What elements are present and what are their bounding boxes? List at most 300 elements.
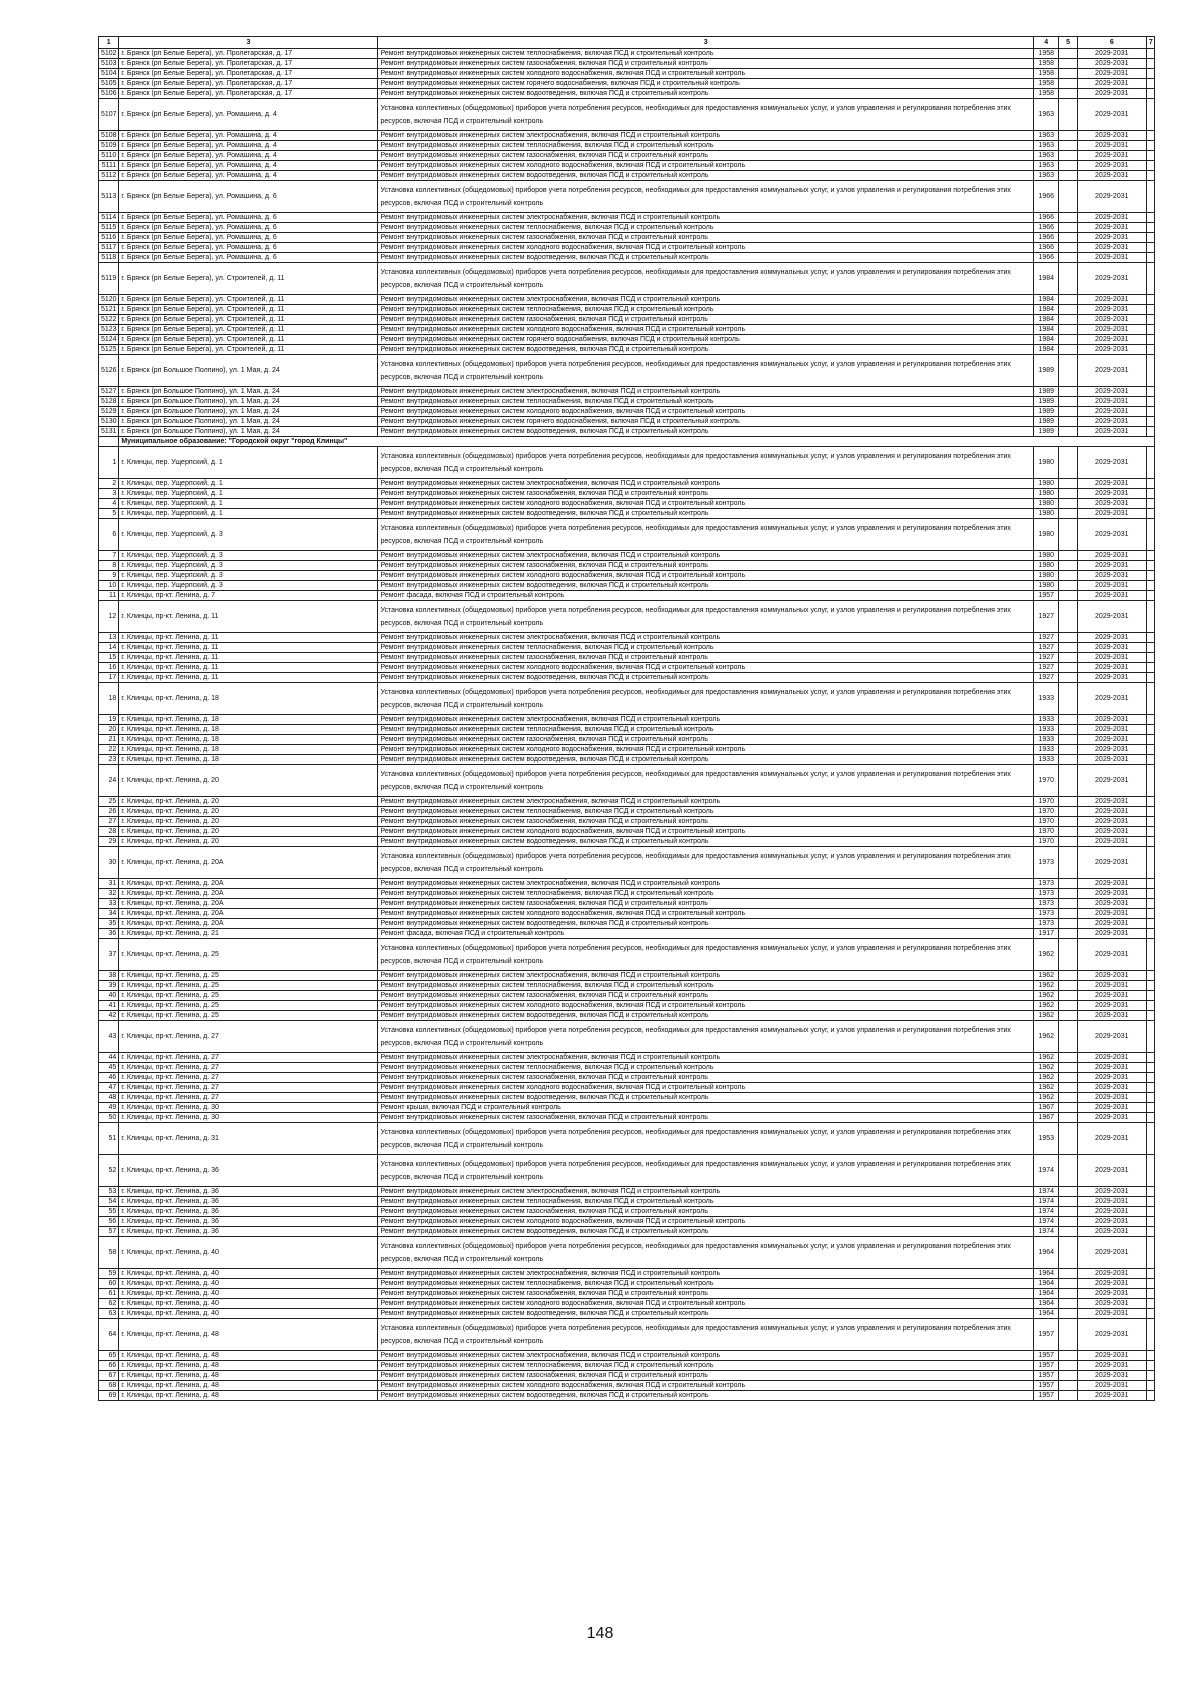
- row-col5: [1059, 447, 1077, 479]
- row-work-type: Ремонт внутридомовых инженерных систем водоотведения, включая ПСД и строительный контроль: [378, 1011, 1034, 1021]
- row-year: 1962: [1034, 939, 1059, 971]
- row-period: 2029-2031: [1077, 633, 1146, 643]
- row-col7: [1146, 305, 1154, 315]
- row-address: г. Клинцы, пр-кт. Ленина, д. 40: [119, 1309, 378, 1319]
- table-row: [99, 49, 1155, 59]
- row-col7: [1146, 59, 1154, 69]
- row-col5: [1059, 1391, 1077, 1401]
- row-address: г. Брянск (рп Большое Полпино), ул. 1 Мая, д. 24: [119, 387, 378, 397]
- row-period: 2029-2031: [1077, 1063, 1146, 1073]
- row-col7: [1146, 151, 1154, 161]
- row-work-type: Ремонт внутридомовых инженерных систем холодного водоснабжения, включая ПСД и строительный контроль: [378, 407, 1034, 417]
- row-col7: [1146, 929, 1154, 939]
- table-row: [99, 509, 1155, 519]
- row-period: 2029-2031: [1077, 479, 1146, 489]
- row-period: 2029-2031: [1077, 489, 1146, 499]
- row-number: 5117: [99, 243, 119, 253]
- row-work-type: Ремонт фасада, включая ПСД и строительный контроль: [378, 929, 1034, 939]
- row-col5: [1059, 69, 1077, 79]
- table-row: [99, 1113, 1155, 1123]
- row-number: 65: [99, 1351, 119, 1361]
- row-period: 2029-2031: [1077, 1371, 1146, 1381]
- row-col7: [1146, 653, 1154, 663]
- table-row: [99, 233, 1155, 243]
- row-col5: [1059, 765, 1077, 797]
- row-address: г. Клинцы, пер. Ущерпский, д. 3: [119, 551, 378, 561]
- row-period: 2029-2031: [1077, 827, 1146, 837]
- row-number: 48: [99, 1093, 119, 1103]
- row-work-type: Ремонт внутридомовых инженерных систем холодного водоснабжения, включая ПСД и строительный контроль: [378, 663, 1034, 673]
- row-col5: [1059, 1083, 1077, 1093]
- row-number: 43: [99, 1021, 119, 1053]
- row-period: 2029-2031: [1077, 417, 1146, 427]
- row-number: 5124: [99, 335, 119, 345]
- row-col7: [1146, 673, 1154, 683]
- row-col7: [1146, 551, 1154, 561]
- row-work-type: Установка коллективных (общедомовых) приборов учета потребления ресурсов, необходимых для предоставления коммунальных услуг, и узлов управления и регулирования потребления этих ресурсов, включая ПСД и строительный контроль: [378, 1021, 1034, 1053]
- row-col5: [1059, 417, 1077, 427]
- row-work-type: Ремонт внутридомовых инженерных систем электроснабжения, включая ПСД и строительный контроль: [378, 1187, 1034, 1197]
- row-work-type: Установка коллективных (общедомовых) приборов учета потребления ресурсов, необходимых для предоставления коммунальных услуг, и узлов управления и регулирования потребления этих ресурсов, включая ПСД и строительный контроль: [378, 355, 1034, 387]
- row-col7: [1146, 1011, 1154, 1021]
- row-address: г. Клинцы, пер. Ущерпский, д. 1: [119, 499, 378, 509]
- row-work-type: Ремонт внутридомовых инженерных систем электроснабжения, включая ПСД и строительный контроль: [378, 1351, 1034, 1361]
- row-year: 1927: [1034, 643, 1059, 653]
- row-work-type: Ремонт внутридомовых инженерных систем холодного водоснабжения, включая ПСД и строительный контроль: [378, 827, 1034, 837]
- row-period: 2029-2031: [1077, 1237, 1146, 1269]
- row-col7: [1146, 1269, 1154, 1279]
- row-col7: [1146, 1217, 1154, 1227]
- row-number: 52: [99, 1155, 119, 1187]
- row-number: 36: [99, 929, 119, 939]
- row-address: г. Клинцы, пр-кт. Ленина, д. 20: [119, 817, 378, 827]
- row-work-type: Ремонт внутридомовых инженерных систем водоотведения, включая ПСД и строительный контроль: [378, 673, 1034, 683]
- table-row: [99, 141, 1155, 151]
- table-row: [99, 663, 1155, 673]
- row-address: г. Клинцы, пер. Ущерпский, д. 3: [119, 519, 378, 551]
- row-col7: [1146, 1187, 1154, 1197]
- row-period: 2029-2031: [1077, 1155, 1146, 1187]
- row-col7: [1146, 981, 1154, 991]
- row-year: 1963: [1034, 171, 1059, 181]
- row-year: 1970: [1034, 807, 1059, 817]
- table-row: [99, 1021, 1155, 1053]
- row-work-type: Установка коллективных (общедомовых) приборов учета потребления ресурсов, необходимых для предоставления коммунальных услуг, и узлов управления и регулирования потребления этих ресурсов, включая ПСД и строительный контроль: [378, 519, 1034, 551]
- row-work-type: Ремонт внутридомовых инженерных систем водоотведения, включая ПСД и строительный контроль: [378, 1093, 1034, 1103]
- row-col5: [1059, 253, 1077, 263]
- row-address: г. Клинцы, пр-кт. Ленина, д. 18: [119, 715, 378, 725]
- row-year: 1967: [1034, 1103, 1059, 1113]
- row-number: 20: [99, 725, 119, 735]
- row-number: 5128: [99, 397, 119, 407]
- row-address: г. Клинцы, пр-кт. Ленина, д. 25: [119, 991, 378, 1001]
- row-col5: [1059, 171, 1077, 181]
- row-col5: [1059, 1351, 1077, 1361]
- row-period: 2029-2031: [1077, 355, 1146, 387]
- row-year: 1964: [1034, 1309, 1059, 1319]
- row-address: г. Клинцы, пр-кт. Ленина, д. 48: [119, 1391, 378, 1401]
- row-col7: [1146, 499, 1154, 509]
- row-col7: [1146, 991, 1154, 1001]
- row-year: 1927: [1034, 633, 1059, 643]
- row-col5: [1059, 919, 1077, 929]
- row-work-type: Ремонт внутридомовых инженерных систем газоснабжения, включая ПСД и строительный контроль: [378, 653, 1034, 663]
- row-work-type: Ремонт внутридомовых инженерных систем электроснабжения, включая ПСД и строительный контроль: [378, 551, 1034, 561]
- row-col7: [1146, 847, 1154, 879]
- table-row: [99, 1227, 1155, 1237]
- row-number: 26: [99, 807, 119, 817]
- row-period: 2029-2031: [1077, 1351, 1146, 1361]
- row-period: 2029-2031: [1077, 551, 1146, 561]
- row-year: 1962: [1034, 1073, 1059, 1083]
- row-year: 1958: [1034, 59, 1059, 69]
- row-work-type: Установка коллективных (общедомовых) приборов учета потребления ресурсов, необходимых для предоставления коммунальных услуг, и узлов управления и регулирования потребления этих ресурсов, включая ПСД и строительный контроль: [378, 263, 1034, 295]
- row-address: г. Клинцы, пр-кт. Ленина, д. 20А: [119, 879, 378, 889]
- row-year: 1957: [1034, 1381, 1059, 1391]
- row-work-type: Ремонт внутридомовых инженерных систем горячего водоснабжения, включая ПСД и строительный контроль: [378, 417, 1034, 427]
- row-col7: [1146, 1113, 1154, 1123]
- row-address: г. Брянск (рп Белые Берега), ул. Пролетарская, д. 17: [119, 79, 378, 89]
- row-work-type: Ремонт внутридомовых инженерных систем электроснабжения, включая ПСД и строительный контроль: [378, 387, 1034, 397]
- row-year: 1966: [1034, 223, 1059, 233]
- row-address: г. Клинцы, пр-кт. Ленина, д. 36: [119, 1227, 378, 1237]
- row-period: 2029-2031: [1077, 1083, 1146, 1093]
- row-year: 1984: [1034, 315, 1059, 325]
- row-period: 2029-2031: [1077, 1217, 1146, 1227]
- row-number: 8: [99, 561, 119, 571]
- row-period: 2029-2031: [1077, 263, 1146, 295]
- table-row: [99, 1319, 1155, 1351]
- row-work-type: Ремонт внутридомовых инженерных систем водоотведения, включая ПСД и строительный контроль: [378, 509, 1034, 519]
- row-year: 1957: [1034, 1371, 1059, 1381]
- row-number: 18: [99, 683, 119, 715]
- row-address: г. Брянск (рп Большое Полпино), ул. 1 Мая, д. 24: [119, 397, 378, 407]
- row-year: 1957: [1034, 591, 1059, 601]
- row-period: 2029-2031: [1077, 715, 1146, 725]
- row-work-type: Ремонт внутридомовых инженерных систем газоснабжения, включая ПСД и строительный контроль: [378, 1073, 1034, 1083]
- row-number: 42: [99, 1011, 119, 1021]
- row-address: г. Клинцы, пр-кт. Ленина, д. 48: [119, 1361, 378, 1371]
- row-col7: [1146, 745, 1154, 755]
- row-period: 2029-2031: [1077, 899, 1146, 909]
- row-year: 1964: [1034, 1269, 1059, 1279]
- row-number: 61: [99, 1289, 119, 1299]
- row-work-type: Установка коллективных (общедомовых) приборов учета потребления ресурсов, необходимых для предоставления коммунальных услуг, и узлов управления и регулирования потребления этих ресурсов, включая ПСД и строительный контроль: [378, 99, 1034, 131]
- row-number: 25: [99, 797, 119, 807]
- row-address: г. Клинцы, пр-кт. Ленина, д. 11: [119, 653, 378, 663]
- row-col7: [1146, 735, 1154, 745]
- row-number: 55: [99, 1207, 119, 1217]
- row-work-type: Ремонт внутридомовых инженерных систем газоснабжения, включая ПСД и строительный контроль: [378, 1371, 1034, 1381]
- row-col5: [1059, 1227, 1077, 1237]
- row-col5: [1059, 79, 1077, 89]
- table-row: [99, 213, 1155, 223]
- row-year: 1962: [1034, 991, 1059, 1001]
- row-col5: [1059, 1319, 1077, 1351]
- row-year: 1980: [1034, 509, 1059, 519]
- row-col7: [1146, 489, 1154, 499]
- row-col7: [1146, 1063, 1154, 1073]
- table-row: [99, 89, 1155, 99]
- row-work-type: Ремонт внутридомовых инженерных систем водоотведения, включая ПСД и строительный контроль: [378, 171, 1034, 181]
- row-col5: [1059, 807, 1077, 817]
- row-number: 15: [99, 653, 119, 663]
- row-col5: [1059, 233, 1077, 243]
- row-address: г. Брянск (рп Белые Берега), ул. Ромашина, д. 6: [119, 253, 378, 263]
- row-work-type: Ремонт внутридомовых инженерных систем газоснабжения, включая ПСД и строительный контроль: [378, 735, 1034, 745]
- row-col7: [1146, 797, 1154, 807]
- row-number: 5115: [99, 223, 119, 233]
- table-row: [99, 1279, 1155, 1289]
- row-col5: [1059, 59, 1077, 69]
- row-col5: [1059, 325, 1077, 335]
- row-col7: [1146, 1391, 1154, 1401]
- table-row: [99, 447, 1155, 479]
- row-col5: [1059, 797, 1077, 807]
- row-period: 2029-2031: [1077, 447, 1146, 479]
- row-address: г. Клинцы, пр-кт. Ленина, д. 11: [119, 673, 378, 683]
- table-row: [99, 345, 1155, 355]
- row-year: 1973: [1034, 879, 1059, 889]
- table-row: [99, 1093, 1155, 1103]
- row-number: 50: [99, 1113, 119, 1123]
- header-cell: 7: [1146, 37, 1154, 49]
- row-col5: [1059, 151, 1077, 161]
- row-number: 69: [99, 1391, 119, 1401]
- row-col7: [1146, 335, 1154, 345]
- row-col7: [1146, 1227, 1154, 1237]
- row-address: г. Брянск (рп Белые Берега), ул. Строителей, д. 11: [119, 325, 378, 335]
- table-row: [99, 673, 1155, 683]
- row-address: г. Брянск (рп Белые Берега), ул. Строителей, д. 11: [119, 345, 378, 355]
- row-col7: [1146, 633, 1154, 643]
- row-col5: [1059, 407, 1077, 417]
- row-year: 1966: [1034, 181, 1059, 213]
- row-number: 5102: [99, 49, 119, 59]
- row-col7: [1146, 581, 1154, 591]
- row-col7: [1146, 49, 1154, 59]
- row-col5: [1059, 643, 1077, 653]
- row-year: 1966: [1034, 243, 1059, 253]
- row-year: 1962: [1034, 1001, 1059, 1011]
- row-address: г. Клинцы, пр-кт. Ленина, д. 36: [119, 1207, 378, 1217]
- row-year: 1970: [1034, 817, 1059, 827]
- row-col7: [1146, 1103, 1154, 1113]
- row-work-type: Ремонт внутридомовых инженерных систем горячего водоснабжения, включая ПСД и строительный контроль: [378, 335, 1034, 345]
- row-work-type: Ремонт внутридомовых инженерных систем электроснабжения, включая ПСД и строительный контроль: [378, 213, 1034, 223]
- row-number: 5109: [99, 141, 119, 151]
- table-row: [99, 889, 1155, 899]
- row-col7: [1146, 879, 1154, 889]
- row-year: 1962: [1034, 971, 1059, 981]
- row-col7: [1146, 715, 1154, 725]
- row-address: г. Клинцы, пр-кт. Ленина, д. 20А: [119, 919, 378, 929]
- row-address: г. Клинцы, пр-кт. Ленина, д. 20: [119, 765, 378, 797]
- row-col7: [1146, 1361, 1154, 1371]
- row-work-type: Установка коллективных (общедомовых) приборов учета потребления ресурсов, необходимых для предоставления коммунальных услуг, и узлов управления и регулирования потребления этих ресурсов, включая ПСД и строительный контроль: [378, 847, 1034, 879]
- row-address: г. Клинцы, пр-кт. Ленина, д. 11: [119, 601, 378, 633]
- row-year: 1927: [1034, 653, 1059, 663]
- row-address: г. Клинцы, пер. Ущерпский, д. 3: [119, 571, 378, 581]
- row-work-type: Ремонт фасада, включая ПСД и строительный контроль: [378, 591, 1034, 601]
- table-row: [99, 591, 1155, 601]
- row-col5: [1059, 131, 1077, 141]
- row-period: 2029-2031: [1077, 213, 1146, 223]
- table-row: [99, 305, 1155, 315]
- row-col5: [1059, 1187, 1077, 1197]
- row-col7: [1146, 889, 1154, 899]
- row-col7: [1146, 899, 1154, 909]
- row-address: г. Брянск (рп Белые Берега), ул. Ромашина, д. 6: [119, 243, 378, 253]
- row-address: г. Брянск (рп Белые Берега), ул. Пролетарская, д. 17: [119, 89, 378, 99]
- row-number: 28: [99, 827, 119, 837]
- row-col5: [1059, 1021, 1077, 1053]
- row-col5: [1059, 223, 1077, 233]
- row-col5: [1059, 1063, 1077, 1073]
- row-address: г. Брянск (рп Белые Берега), ул. Строителей, д. 11: [119, 295, 378, 305]
- row-address: г. Брянск (рп Белые Берега), ул. Ромашина, д. 6: [119, 223, 378, 233]
- table-row: [99, 1391, 1155, 1401]
- row-col5: [1059, 929, 1077, 939]
- row-period: 2029-2031: [1077, 171, 1146, 181]
- table-row: [99, 489, 1155, 499]
- row-number: 35: [99, 919, 119, 929]
- row-col7: [1146, 1021, 1154, 1053]
- row-period: 2029-2031: [1077, 295, 1146, 305]
- row-number: 17: [99, 673, 119, 683]
- row-number: 58: [99, 1237, 119, 1269]
- row-work-type: Ремонт крыши, включая ПСД и строительный контроль: [378, 1103, 1034, 1113]
- row-col5: [1059, 345, 1077, 355]
- row-period: 2029-2031: [1077, 797, 1146, 807]
- row-work-type: Установка коллективных (общедомовых) приборов учета потребления ресурсов, необходимых для предоставления коммунальных услуг, и узлов управления и регулирования потребления этих ресурсов, включая ПСД и строительный контроль: [378, 683, 1034, 715]
- row-work-type: Ремонт внутридомовых инженерных систем электроснабжения, включая ПСД и строительный контроль: [378, 1269, 1034, 1279]
- row-number: 31: [99, 879, 119, 889]
- row-number: 5123: [99, 325, 119, 335]
- row-col7: [1146, 683, 1154, 715]
- row-number: 30: [99, 847, 119, 879]
- row-work-type: Установка коллективных (общедомовых) приборов учета потребления ресурсов, необходимых для предоставления коммунальных услуг, и узлов управления и регулирования потребления этих ресурсов, включая ПСД и строительный контроль: [378, 181, 1034, 213]
- row-year: 1980: [1034, 561, 1059, 571]
- row-address: г. Клинцы, пр-кт. Ленина, д. 25: [119, 1001, 378, 1011]
- table-row: [99, 407, 1155, 417]
- row-year: 1957: [1034, 1361, 1059, 1371]
- row-col5: [1059, 181, 1077, 213]
- table-row: [99, 1063, 1155, 1073]
- row-number: 33: [99, 899, 119, 909]
- row-address: г. Брянск (рп Большое Полпино), ул. 1 Мая, д. 24: [119, 417, 378, 427]
- row-number: 9: [99, 571, 119, 581]
- row-year: 1957: [1034, 1391, 1059, 1401]
- row-col7: [1146, 1093, 1154, 1103]
- table-row: [99, 295, 1155, 305]
- row-col7: [1146, 1309, 1154, 1319]
- table-row: [99, 1083, 1155, 1093]
- table-row: [99, 59, 1155, 69]
- row-year: 1970: [1034, 837, 1059, 847]
- row-period: 2029-2031: [1077, 683, 1146, 715]
- table-row: [99, 561, 1155, 571]
- row-number: 3: [99, 489, 119, 499]
- row-year: 1967: [1034, 1113, 1059, 1123]
- row-work-type: Ремонт внутридомовых инженерных систем водоотведения, включая ПСД и строительный контроль: [378, 837, 1034, 847]
- row-period: 2029-2031: [1077, 1381, 1146, 1391]
- row-period: 2029-2031: [1077, 889, 1146, 899]
- row-period: 2029-2031: [1077, 233, 1146, 243]
- row-year: 1973: [1034, 899, 1059, 909]
- row-address: г. Клинцы, пр-кт. Ленина, д. 7: [119, 591, 378, 601]
- row-address: г. Клинцы, пр-кт. Ленина, д. 18: [119, 683, 378, 715]
- row-col7: [1146, 407, 1154, 417]
- row-number: 5108: [99, 131, 119, 141]
- row-work-type: Ремонт внутридомовых инженерных систем холодного водоснабжения, включая ПСД и строительный контроль: [378, 909, 1034, 919]
- table-row: [99, 971, 1155, 981]
- row-year: 1957: [1034, 1319, 1059, 1351]
- row-col7: [1146, 171, 1154, 181]
- row-year: 1962: [1034, 1053, 1059, 1063]
- row-number: 5126: [99, 355, 119, 387]
- table-row: [99, 427, 1155, 437]
- row-col5: [1059, 397, 1077, 407]
- row-address: г. Клинцы, пр-кт. Ленина, д. 40: [119, 1269, 378, 1279]
- row-year: 1927: [1034, 601, 1059, 633]
- row-col5: [1059, 1207, 1077, 1217]
- row-year: 1984: [1034, 325, 1059, 335]
- row-number: 5103: [99, 59, 119, 69]
- row-col5: [1059, 981, 1077, 991]
- row-col7: [1146, 79, 1154, 89]
- row-year: 1963: [1034, 99, 1059, 131]
- table-row: [99, 991, 1155, 1001]
- row-number: 62: [99, 1299, 119, 1309]
- row-number: 60: [99, 1279, 119, 1289]
- row-number: 11: [99, 591, 119, 601]
- row-number: 32: [99, 889, 119, 899]
- row-work-type: Ремонт внутридомовых инженерных систем теплоснабжения, включая ПСД и строительный контроль: [378, 643, 1034, 653]
- row-col5: [1059, 479, 1077, 489]
- row-work-type: Ремонт внутридомовых инженерных систем водоотведения, включая ПСД и строительный контроль: [378, 345, 1034, 355]
- table-row: [99, 1299, 1155, 1309]
- row-work-type: Ремонт внутридомовых инженерных систем теплоснабжения, включая ПСД и строительный контроль: [378, 1063, 1034, 1073]
- row-col7: [1146, 223, 1154, 233]
- row-col7: [1146, 263, 1154, 295]
- table-row: [99, 99, 1155, 131]
- table-row: [99, 335, 1155, 345]
- row-col5: [1059, 355, 1077, 387]
- row-col5: [1059, 1103, 1077, 1113]
- row-col7: [1146, 939, 1154, 971]
- table-row: [99, 1289, 1155, 1299]
- row-address: г. Клинцы, пр-кт. Ленина, д. 20: [119, 797, 378, 807]
- row-period: 2029-2031: [1077, 387, 1146, 397]
- row-period: 2029-2031: [1077, 991, 1146, 1001]
- row-address: г. Клинцы, пр-кт. Ленина, д. 40: [119, 1237, 378, 1269]
- row-year: 1927: [1034, 673, 1059, 683]
- row-number: 54: [99, 1197, 119, 1207]
- row-address: г. Брянск (рп Большое Полпино), ул. 1 Мая, д. 24: [119, 355, 378, 387]
- table-row: [99, 131, 1155, 141]
- row-address: г. Клинцы, пр-кт. Ленина, д. 48: [119, 1371, 378, 1381]
- row-address: г. Клинцы, пр-кт. Ленина, д. 18: [119, 755, 378, 765]
- row-year: 1970: [1034, 827, 1059, 837]
- table-row: [99, 151, 1155, 161]
- row-work-type: Установка коллективных (общедомовых) приборов учета потребления ресурсов, необходимых для предоставления коммунальных услуг, и узлов управления и регулирования потребления этих ресурсов, включая ПСД и строительный контроль: [378, 765, 1034, 797]
- row-year: 1963: [1034, 151, 1059, 161]
- row-col5: [1059, 899, 1077, 909]
- row-address: г. Клинцы, пр-кт. Ленина, д. 31: [119, 1123, 378, 1155]
- row-year: 1933: [1034, 715, 1059, 725]
- row-period: 2029-2031: [1077, 971, 1146, 981]
